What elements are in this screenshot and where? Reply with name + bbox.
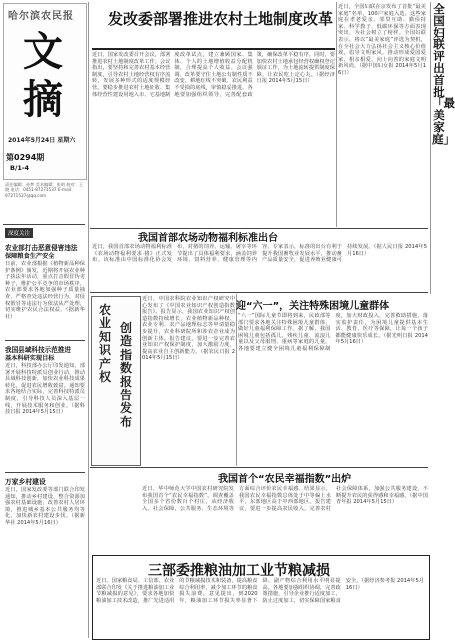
divider [90, 467, 428, 468]
divider [3, 224, 85, 225]
column-divider [236, 294, 237, 466]
left-article-3-headline: 万家乡村建设 [5, 478, 46, 486]
grain-story-headline: 三部委推粮油加工业节粮减损 [148, 563, 330, 579]
top-story-body: 近日，国家发改委召开会议，部署推进农村土地制度改革工作。会议指出，要坚持和完善农村基本经营制度，引导农村土地经营权有序流转，发展多种形式的适度规模经营。要稳步推进农村土地征收、集体经营性建设用地入市、宅基地制度改革试点，建立兼顾国家、集体、个人的土地增值收益分配机制，合理提高个人收益。会议强调，改革要守住土地公有制性质不改变、耕地红线不突破、农民利益不受损的底线，审慎稳妥推进。各地要加强组织领导，完善配套政策，确保改革平稳有序。同时，要加快农村土地承包经营权确权登记颁证工作，为土地流转提供制度保障，让农民吃上定心丸。（据经济日报 2014年5月15日） [92, 52, 335, 98]
logo-char-2: 摘 [23, 76, 63, 123]
column-divider [336, 2, 337, 227]
happiness-index-headline: 我国首个“农民幸福指数”出炉 [218, 474, 352, 485]
happiness-index-body: 近日，华中师范大学中国农村研究院发布我国首个“农民幸福指数”。调查覆盖全国多个省份数百个村庄，从经济收入、社会保障、公共服务、生态环境等方面综合评价农民幸福感。结果显示，我国农民幸福指数总体处于中等偏上水平，东部地区高于中西部地区。报告建议，要进一步提高农民收入，完善农村社会保障体系，加强公共服务建设，不断提升农民的获得感和幸福感。（据中国青年报 2014年5月15日） [142, 486, 428, 512]
divider [90, 292, 428, 293]
agri-ip-title-line-2: 创造指数报告发布 [119, 321, 132, 429]
left-article-1-subhead: 保障粮食生产安全 [5, 253, 55, 260]
agri-ip-body: 近日，中国农科院农业知识产权研究中心发布了《中国农业知识产权创造指数报告》。报告显示，我国农业知识产权创造指数持续增长，农业植物新品种权、农业专利、农产品地理标志等申请量稳步提升，农业科研院所和涉农企业成为创新主体。报告建议，要进一步完善农业知识产权保护制度，加大激励力度，提高农业自主创新能力。（据农民日报 2014年5月15日） [142, 296, 235, 362]
divider [5, 472, 85, 473]
children-day-headline: 迎“六一”，关注特殊困境儿童群体 [236, 301, 390, 312]
left-article-2-body: 近日，科技部办公厅印发通知，部署开展科技特派员创业行动，推动县域科技创新，加快农业科技成果转化，促进农民增收致富。通知要求各地结合实际，完善科技特派员制度，引导科技人员深入基层一线，开展技术服务和创业。（据科技日报 2014年5月15日） [5, 363, 85, 416]
column-divider [88, 2, 89, 638]
divider [5, 340, 85, 341]
editor-info: 责任编辑：孙梦 美术编辑：张明 校对：王晓 电话：0451-87271537 E-mail：97271537@qq.com [5, 182, 84, 198]
children-day-body: “六一”国际儿童节即将到来，民政部等部门要求各地关注特殊困境儿童群体，做好儿童福利保障工作。据了解，我国困境儿童包括孤儿、残疾儿童、流浪儿童以及父母服刑、重病等家庭的儿童。各地要建立健全困境儿童福利保障制度，加大财政投入，完善救助措施，落实监护责任，为困境儿童提供基本生活、教育、医疗等保障，让每一个孩子都能健康快乐成长。（据光明日报 2014年5月16日） [238, 313, 428, 352]
issue-date: 2014年5月24日 星期六 [8, 137, 76, 144]
left-article-2-headline: 我国县域科技示范推进 [5, 346, 71, 354]
column-tag: 深度关注 [5, 228, 33, 238]
headline-rule [92, 48, 335, 50]
paper-title: 哈尔滨农民报 [8, 11, 74, 22]
issue-number: 第0294期 [6, 153, 45, 162]
top-story-headline: 发改委部署推进农村土地制度改革 [108, 10, 334, 28]
agri-ip-title-line-1: 农业知识产权 [98, 303, 111, 385]
animal-welfare-body: 近日，我国首部农场动物福利标准《农场动物福利要求·猪》正式发布。该标准由中国标准化协会发布，对猪的饲养、运输、屠宰等环节提出了具体福利要求，涵盖饲养环境、饲料营养、健康管理等内容。专家表示，标准的出台有利于提升我国畜牧业发展水平，推动畜产品质量安全，促进养殖业健康可持续发展。（据人民日报 2014年5月16日） [92, 244, 427, 264]
left-article-1-body: 日前，农业部根据《植物新品种保护条例》颁发，近期将开展农业种子执法年活动，重点打击假冒伪劣种子，维护公平竞争的市场秩序。农业部要求各地加强种子质量抽查，严格查处违法经营行为，对侵权假冒等违法行为依法从严处理，切实维护农民合法权益。（据新华社） [5, 261, 85, 320]
animal-welfare-headline: 我国首部农场动物福利标准出台 [138, 233, 278, 244]
page-number: B/1-4 [10, 164, 30, 172]
section-logo [5, 28, 81, 132]
logo-char-1: 文 [23, 28, 63, 75]
top-side-story-body: 近日，全国妇联在京发布了首批“最美家庭”名单，100户家庭入选。这些家庭在孝老爱亲、邻里互助、勤俭持家、科学教子、低碳环保等方面表现突出，为社会树立了榜样。全国妇联表示，将以“最美家庭”评选为契机，在全社会大力弘扬社会主义核心价值观，倡导文明家风，推动形成爱国爱家、相亲相爱、向上向善的家庭文明新风尚。（据中国妇女报 2014年5月16日） [338, 4, 426, 76]
left-article-2-subhead: 基本科研实现目标 [5, 355, 55, 362]
left-article-3-body: 近日，国家发改委等部门联合印发通知，推动乡村建设，整合资源加强农村基础设施，改善农村人居环境，推进城乡基本公共服务均等化，加快新农村建设步伐。（据新华社 2014年5月16日） [5, 487, 85, 526]
left-article-1-headline: 农业部打击恶意侵害违法 [5, 244, 78, 252]
side-headline: 全国妇联评出首批「最美家庭」 [432, 2, 455, 146]
grain-story-body: 近日，国家粮食局、工信部、农业部联合印发《关于推进粮油加工业节粮减损的意见》，要求各地加快粮油加工技术改造，推广先进适用的节粮减损技术和装备，提高粮食综合利用率，减少加工环节的粮食损失浪费。意见提出，到2020年，粮油加工环节损失率显著下降，副产物综合利用水平明显提高。各地要加强组织协调，完善政策措施，引导企业推行适度加工，防止过度加工，切实保障国家粮食安全。（据经济参考报 2014年5月16日） [96, 578, 424, 604]
